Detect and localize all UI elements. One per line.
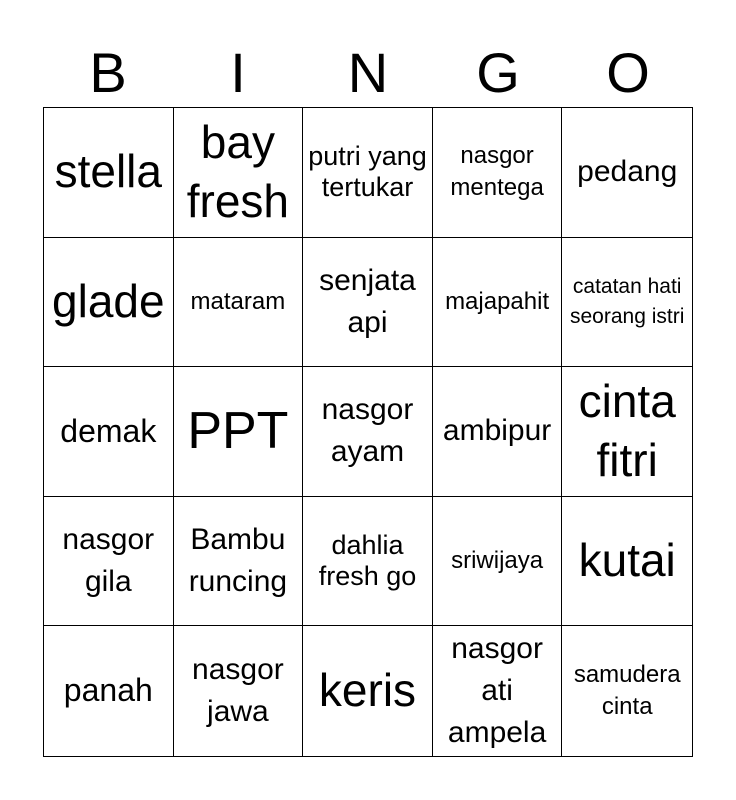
- bingo-cell[interactable]: PPT: [174, 367, 304, 497]
- bingo-cell[interactable]: panah: [44, 626, 174, 756]
- bingo-board: [43, 107, 693, 757]
- bingo-header: [43, 40, 693, 106]
- header-letter-i: I: [230, 41, 246, 104]
- bingo-cell[interactable]: Bambu runcing: [174, 497, 304, 627]
- bingo-cell[interactable]: senjata api: [303, 238, 433, 368]
- bingo-cell[interactable]: catatan hati seorang istri: [562, 238, 692, 368]
- bingo-cell[interactable]: keris: [303, 626, 433, 756]
- bingo-cell[interactable]: nasgor mentega: [433, 108, 563, 238]
- bingo-cell[interactable]: nasgor jawa: [174, 626, 304, 756]
- bingo-cell[interactable]: sriwijaya: [433, 497, 563, 627]
- header-letter-o: O: [606, 41, 650, 104]
- bingo-cell[interactable]: mataram: [174, 238, 304, 368]
- bingo-cell[interactable]: nasgor ati ampela: [433, 626, 563, 756]
- bingo-cell[interactable]: stella: [44, 108, 174, 238]
- bingo-cell[interactable]: cinta fitri: [562, 367, 692, 497]
- bingo-cell[interactable]: dahlia fresh go: [303, 497, 433, 627]
- bingo-cell[interactable]: glade: [44, 238, 174, 368]
- bingo-cell[interactable]: nasgor ayam: [303, 367, 433, 497]
- bingo-cell[interactable]: bay fresh: [174, 108, 304, 238]
- header-letter-n: N: [347, 41, 389, 104]
- header-letter-b: B: [89, 41, 127, 104]
- bingo-cell[interactable]: kutai: [562, 497, 692, 627]
- header-letter-g: G: [476, 41, 520, 104]
- bingo-cell[interactable]: demak: [44, 367, 174, 497]
- bingo-cell[interactable]: pedang: [562, 108, 692, 238]
- bingo-cell[interactable]: nasgor gila: [44, 497, 174, 627]
- bingo-cell[interactable]: samudera cinta: [573, 660, 681, 721]
- bingo-cell[interactable]: putri yang tertukar: [303, 108, 433, 238]
- bingo-cell[interactable]: ambipur: [433, 367, 563, 497]
- bingo-cell[interactable]: majapahit: [433, 238, 563, 368]
